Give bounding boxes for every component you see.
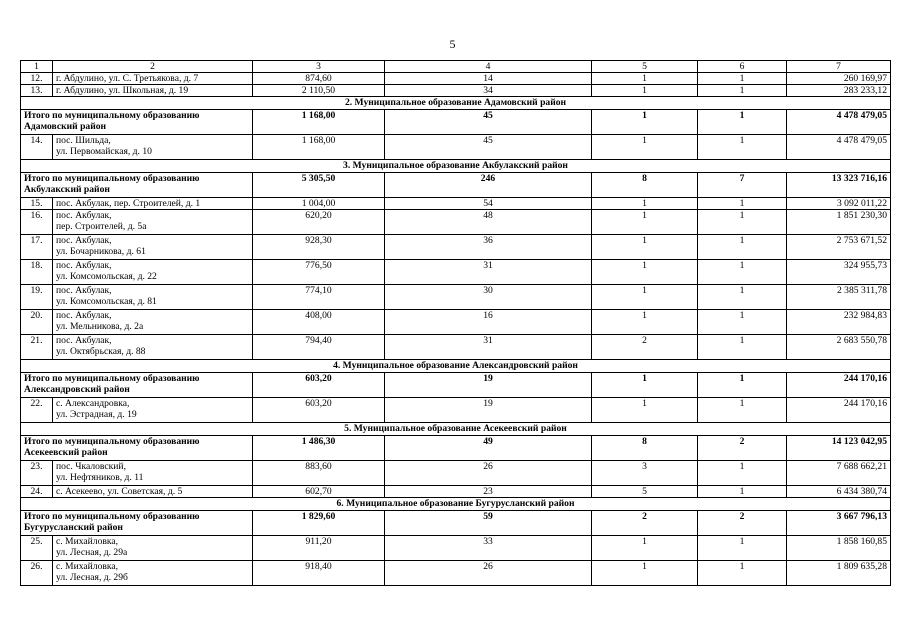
count-cell: 3 [592,461,698,486]
subtotal-label [21,110,253,135]
address-line: пос. Шильда, [56,135,111,146]
row-number: 24. [21,486,53,498]
count-cell: 36 [385,235,592,260]
table-row [21,198,891,210]
amount-cell: 1 809 635,28 [787,561,891,586]
count-cell: 1 [592,73,698,85]
section-heading-row [21,97,891,110]
count-cell: 8 [592,436,698,461]
count-cell: 1 [592,260,698,285]
count-cell: 45 [385,110,592,135]
address-line: г. Абдулино, ул. Школьная, д. 19 [56,85,189,96]
count-cell: 8 [592,173,698,198]
area-cell: 928,30 [253,235,385,260]
count-cell: 1 [698,398,787,423]
address-line: пос. Акбулак, [56,235,112,246]
count-cell: 1 [592,285,698,310]
section-heading-row [21,498,891,511]
amount-cell: 2 753 671,52 [787,235,891,260]
count-cell: 30 [385,285,592,310]
count-cell: 246 [385,173,592,198]
count-cell: 34 [385,85,592,97]
count-cell: 2 [698,436,787,461]
subtotal-label-line: Асекеевский район [24,447,108,458]
area-cell: 5 305,50 [253,173,385,198]
section-heading-row [21,423,891,436]
row-number: 16. [21,210,53,235]
count-cell: 1 [698,335,787,360]
amount-cell: 324 955,73 [787,260,891,285]
area-cell: 1 486,30 [253,436,385,461]
count-cell: 1 [698,373,787,398]
address-line: с. Александровка, [56,398,130,409]
section-title: 3. Муниципальное образование Акбулакский район [21,160,891,173]
table-row [21,235,891,260]
count-cell: 1 [698,536,787,561]
count-cell: 26 [385,561,592,586]
row-number: 18. [21,260,53,285]
column-header: 4 [385,61,592,73]
row-number: 13. [21,85,53,97]
count-cell: 7 [698,173,787,198]
count-cell: 59 [385,511,592,536]
subtotal-label [21,373,253,398]
count-cell: 1 [592,235,698,260]
count-cell: 1 [592,398,698,423]
count-cell: 1 [698,73,787,85]
address-line: ул. Октябрьская, д. 88 [56,346,146,357]
amount-cell: 6 434 380,74 [787,486,891,498]
area-cell: 774,10 [253,285,385,310]
address-line: пос. Чкаловский, [56,461,126,472]
subtotal-row [21,373,891,398]
count-cell: 1 [698,235,787,260]
table-row [21,135,891,160]
address-cell [53,73,253,85]
area-cell: 603,20 [253,398,385,423]
row-number: 26. [21,561,53,586]
amount-cell: 1 851 230,30 [787,210,891,235]
area-cell: 602,70 [253,486,385,498]
count-cell: 31 [385,260,592,285]
column-header: 5 [592,61,698,73]
table-row [21,335,891,360]
address-cell [53,85,253,97]
column-header: 7 [787,61,891,73]
area-cell: 794,40 [253,335,385,360]
count-cell: 1 [698,561,787,586]
amount-cell: 3 092 011,22 [787,198,891,210]
amount-cell: 7 688 662,21 [787,461,891,486]
address-cell [53,561,253,586]
section-title: 6. Муниципальное образование Бугурусланский район [21,498,891,511]
table-row [21,285,891,310]
address-line: ул. Нефтяников, д. 11 [56,472,144,483]
address-cell [53,310,253,335]
address-cell [53,285,253,310]
count-cell: 23 [385,486,592,498]
row-number: 23. [21,461,53,486]
subtotal-label-line: Адамовский район [24,121,107,132]
address-cell [53,235,253,260]
row-number: 25. [21,536,53,561]
count-cell: 1 [592,536,698,561]
count-cell: 1 [592,135,698,160]
column-number-header-row [21,61,891,73]
address-line: пос. Акбулак, [56,335,112,346]
table-row [21,73,891,85]
count-cell: 1 [698,486,787,498]
address-line: пер. Строителей, д. 5а [56,221,147,232]
area-cell: 1 168,00 [253,135,385,160]
column-header: 1 [21,61,53,73]
table-row [21,561,891,586]
amount-cell: 2 683 550,78 [787,335,891,360]
amount-cell: 2 385 311,78 [787,285,891,310]
count-cell: 1 [698,198,787,210]
count-cell: 1 [698,310,787,335]
count-cell: 31 [385,335,592,360]
subtotal-label [21,511,253,536]
count-cell: 2 [592,511,698,536]
row-number: 15. [21,198,53,210]
count-cell: 2 [592,335,698,360]
subtotal-label-line: Александровский район [24,384,130,395]
subtotal-label-line: Итого по муниципальному образованию [24,511,200,522]
count-cell: 1 [592,373,698,398]
row-number: 17. [21,235,53,260]
address-cell [53,135,253,160]
address-cell [53,260,253,285]
area-cell: 603,20 [253,373,385,398]
count-cell: 45 [385,135,592,160]
address-line: с. Асекеево, ул. Советская, д. 5 [56,486,183,497]
table-row [21,398,891,423]
address-line: пос. Акбулак, [56,260,112,271]
row-number: 20. [21,310,53,335]
address-line: ул. Первомайская, д. 10 [56,146,152,157]
subtotal-label-line: Итого по муниципальному образованию [24,110,200,121]
table-row [21,536,891,561]
section-heading-row [21,160,891,173]
count-cell: 26 [385,461,592,486]
address-cell [53,210,253,235]
amount-cell: 244 170,16 [787,373,891,398]
count-cell: 1 [698,210,787,235]
count-cell: 1 [698,285,787,310]
address-line: с. Михайловка, [56,536,119,547]
address-line: ул. Комсомольская, д. 81 [56,296,157,307]
row-number: 12. [21,73,53,85]
area-cell: 1 829,60 [253,511,385,536]
amount-cell: 232 984,83 [787,310,891,335]
address-line: с. Михайловка, [56,561,119,572]
address-line: ул. Лесная, д. 29а [56,547,128,558]
section-title: 2. Муниципальное образование Адамовский район [21,97,891,110]
subtotal-label-line: Итого по муниципальному образованию [24,173,200,184]
count-cell: 1 [698,461,787,486]
row-number: 19. [21,285,53,310]
count-cell: 1 [592,110,698,135]
section-heading-row [21,360,891,373]
count-cell: 49 [385,436,592,461]
table-body [21,61,891,586]
subtotal-label-line: Итого по муниципальному образованию [24,373,200,384]
address-line: ул. Эстрадная, д. 19 [56,409,137,420]
housing-register-table [20,60,891,586]
area-cell: 620,20 [253,210,385,235]
count-cell: 5 [592,486,698,498]
table-row [21,210,891,235]
page-number: 5 [449,37,456,51]
subtotal-row [21,173,891,198]
address-cell [53,536,253,561]
section-title: 4. Муниципальное образование Александровский район [21,360,891,373]
area-cell: 776,50 [253,260,385,285]
row-number: 22. [21,398,53,423]
amount-cell: 13 323 716,16 [787,173,891,198]
address-cell [53,335,253,360]
count-cell: 1 [698,85,787,97]
count-cell: 33 [385,536,592,561]
table-row [21,85,891,97]
row-number: 21. [21,335,53,360]
count-cell: 1 [592,310,698,335]
count-cell: 1 [592,85,698,97]
count-cell: 1 [592,210,698,235]
amount-cell: 4 478 479,05 [787,110,891,135]
amount-cell: 244 170,16 [787,398,891,423]
column-header: 6 [698,61,787,73]
table-row [21,486,891,498]
count-cell: 1 [698,110,787,135]
count-cell: 16 [385,310,592,335]
subtotal-label-line: Бугурусланский район [24,522,123,533]
address-line: ул. Мельникова, д. 2а [56,321,144,332]
area-cell: 874,60 [253,73,385,85]
address-line: ул. Лесная, д. 29б [56,572,128,583]
subtotal-row [21,436,891,461]
table-row [21,461,891,486]
address-line: ул. Комсомольская, д. 22 [56,271,157,282]
count-cell: 1 [698,260,787,285]
count-cell: 54 [385,198,592,210]
count-cell: 2 [698,511,787,536]
table-row [21,260,891,285]
column-header: 3 [253,61,385,73]
table-row [21,310,891,335]
area-cell: 2 110,50 [253,85,385,97]
amount-cell: 3 667 796,13 [787,511,891,536]
address-line: пос. Акбулак, [56,210,112,221]
count-cell: 1 [592,561,698,586]
amount-cell: 1 858 160,85 [787,536,891,561]
address-line: ул. Бочарникова, д. 61 [56,246,146,257]
area-cell: 911,20 [253,536,385,561]
column-header: 2 [53,61,253,73]
address-line: пос. Акбулак, [56,285,112,296]
amount-cell: 260 169,97 [787,73,891,85]
row-number: 14. [21,135,53,160]
section-title: 5. Муниципальное образование Асекеевский район [21,423,891,436]
count-cell: 48 [385,210,592,235]
subtotal-row [21,511,891,536]
area-cell: 883,60 [253,461,385,486]
subtotal-label-line: Акбулакский район [24,184,110,195]
count-cell: 14 [385,73,592,85]
subtotal-row [21,110,891,135]
count-cell: 1 [698,135,787,160]
area-cell: 1 168,00 [253,110,385,135]
address-cell [53,398,253,423]
area-cell: 918,40 [253,561,385,586]
count-cell: 19 [385,373,592,398]
subtotal-label [21,173,253,198]
amount-cell: 4 478 479,05 [787,135,891,160]
subtotal-label [21,436,253,461]
address-cell [53,486,253,498]
address-line: пос. Акбулак, пер. Строителей, д. 1 [56,198,201,209]
address-cell [53,461,253,486]
subtotal-label-line: Итого по муниципальному образованию [24,436,200,447]
address-line: пос. Акбулак, [56,310,112,321]
area-cell: 1 004,00 [253,198,385,210]
count-cell: 19 [385,398,592,423]
amount-cell: 283 233,12 [787,85,891,97]
address-cell [53,198,253,210]
area-cell: 408,00 [253,310,385,335]
address-line: г. Абдулино, ул. С. Третьякова, д. 7 [56,73,199,84]
amount-cell: 14 123 042,95 [787,436,891,461]
count-cell: 1 [592,198,698,210]
